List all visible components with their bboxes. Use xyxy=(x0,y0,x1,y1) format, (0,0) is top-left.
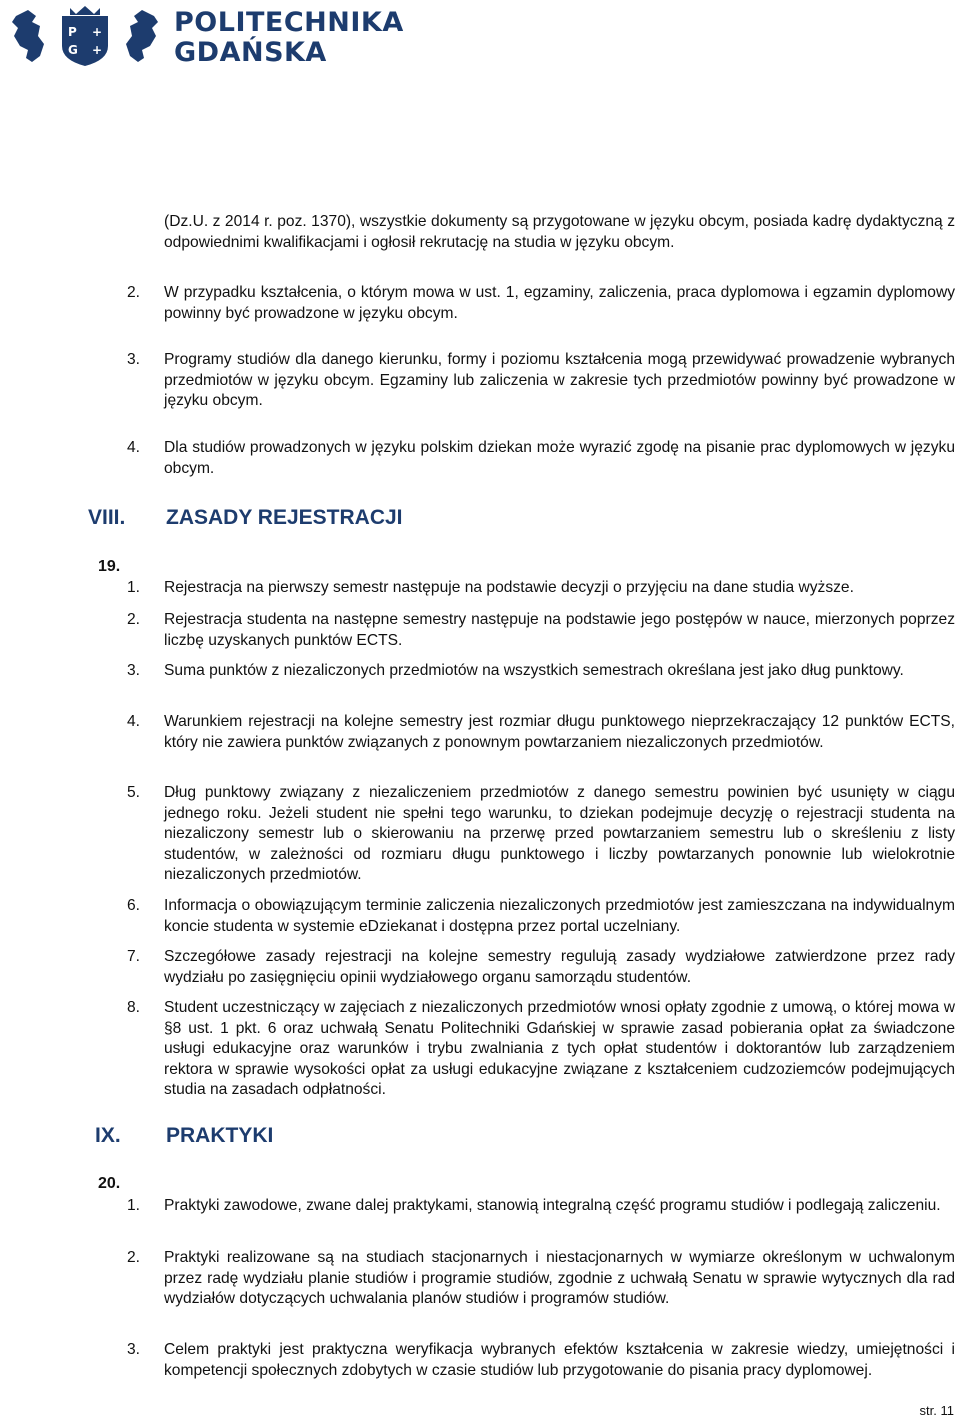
logo-line1: POLITECHNIKA xyxy=(174,7,404,38)
item-number: 4. xyxy=(126,713,140,730)
paragraph-number: 19. xyxy=(98,558,121,575)
section-title: PRAKTYKI xyxy=(166,1124,274,1147)
intro-paragraph: (Dz.U. z 2014 r. poz. 1370), wszystkie dokumenty są przygotowane w języku obcym, posiada kadrę dydaktyczną z odpowiednimi kwalifikacjami i ogłosił rekrutację na studia w języku obcym. xyxy=(164,213,955,251)
item-number: 2. xyxy=(126,284,140,301)
item-number: 2. xyxy=(126,1249,140,1266)
item-number: 3. xyxy=(126,1341,140,1358)
list-item: Dług punktowy związany z niezaliczeniem przedmiotów z danego semestru powinien być usunięty w ciągu jednego roku. Jeżeli student nie spełni tego warunku, to dziekan podejmuje decyzję o rejestracji studenta na niezaliczony semestr lub o skierowaniu na przerwę przed powtarzaniem semestru lub o skreśleniu z listy studentów, w zależności od rozmiaru długu punktowego i liczby powtarzanych ponownie lub wielokrotnie niezaliczonych przedmiotów. xyxy=(164,784,955,883)
logo-line2: GDAŃSKA xyxy=(174,37,327,68)
svg-text:G: G xyxy=(68,43,78,57)
item-number: 8. xyxy=(126,999,140,1016)
list-item: Suma punktów z niezaliczonych przedmiotów na wszystkich semestrach określana jest jako dług punktowy. xyxy=(164,662,904,679)
item-number: 1. xyxy=(126,1197,140,1214)
pg-emblem-icon xyxy=(10,6,160,68)
svg-text:+: + xyxy=(92,43,103,57)
list-item: Praktyki zawodowe, zwane dalej praktykami, stanowią integralną część programu studiów i podlegają zaliczeniu. xyxy=(164,1197,941,1214)
item-number: 5. xyxy=(126,784,140,801)
list-item: Student uczestniczący w zajęciach z niezaliczonych przedmiotów wnosi opłaty zgodnie z umową, o której mowa w §8 ust. 1 pkt. 6 oraz uchwałą Senatu Politechniki Gdańskiej w sprawie zasad pobierania opłat za świadczone usługi edukacyjne oraz warunków i trybu zwalniania z tych opłat studentów i doktorantów lub zarządzeniem rektora w sprawie wysokości opłat za usługi edukacyjne związane z kształceniem cudzoziemców podejmujących studia na zasadach odpłatności. xyxy=(164,999,955,1098)
list-item: Programy studiów dla danego kierunku, formy i poziomu kształcenia mogą przewidywać prowadzenie wybranych przedmiotów w języku obcym. Egzaminy lub zaliczenia w zakresie tych przedmiotów powinny być prowadzone w języku obcym. xyxy=(164,351,955,409)
list-item: Rejestracja studenta na następne semestry następuje na podstawie jego postępów w nauce, mierzonych poprzez liczbę uzyskanych punktów ECTS. xyxy=(164,611,955,649)
list-item: Warunkiem rejestracji na kolejne semestry jest rozmiar długu punktowego nieprzekraczający 12 punktów ECTS, który nie zawiera punktów związanych z ponownym powtarzaniem niezaliczonych przedmiotów. xyxy=(164,713,955,751)
list-item: Szczegółowe zasady rejestracji na kolejne semestry regulują zasady wydziałowe zatwierdzone przez rady wydziału po zasięgnięciu opinii wydziałowego organu samorządu studentów. xyxy=(164,948,955,986)
list-item: Praktyki realizowane są na studiach stacjonarnych i niestacjonarnych w wymiarze określonym w uchwalonym przez radę wydziału planie studiów i programie studiów, zgodnie z uchwałą Senatu w sprawie wytycznych dla rad wydziałów dotyczących uchwalania planów studiów i programów studiów. xyxy=(164,1249,955,1307)
list-item: Rejestracja na pierwszy semestr następuje na podstawie decyzji o przyjęciu na dane studia wyższe. xyxy=(164,579,854,596)
svg-text:P: P xyxy=(68,25,77,39)
page-number: str. 11 xyxy=(919,1403,954,1418)
section-title: ZASADY REJESTRACJI xyxy=(166,506,403,529)
list-item: Celem praktyki jest praktyczna weryfikacja wybranych efektów kształcenia w zakresie wiedzy, umiejętności i kompetencji społecznych zdobytych w czasie studiów lub przygotowanie do pisania pracy dyplomowej. xyxy=(164,1341,955,1379)
item-number: 4. xyxy=(126,439,140,456)
list-item: W przypadku kształcenia, o którym mowa w ust. 1, egzaminy, zaliczenia, praca dyplomowa i egzamin dyplomowy powinny być prowadzone w języku obcym. xyxy=(164,284,955,322)
list-item: Dla studiów prowadzonych w języku polskim dziekan może wyrazić zgodę na pisanie prac dyplomowych w języku obcym. xyxy=(164,439,955,477)
item-number: 6. xyxy=(126,897,140,914)
item-number: 3. xyxy=(126,662,140,679)
section-number: IX. xyxy=(95,1124,121,1147)
item-number: 2. xyxy=(126,611,140,628)
svg-text:+: + xyxy=(92,25,103,39)
item-number: 7. xyxy=(126,948,140,965)
paragraph-number: 20. xyxy=(98,1175,121,1192)
item-number: 1. xyxy=(126,579,140,596)
section-number: VIII. xyxy=(88,506,126,529)
item-number: 3. xyxy=(126,351,140,368)
university-logo xyxy=(10,6,404,68)
list-item: Informacja o obowiązującym terminie zaliczenia niezaliczonych przedmiotów jest zamieszczana na indywidualnym koncie studenta w systemie eDziekanat i dostępna przez portal uczelniany. xyxy=(164,897,955,935)
